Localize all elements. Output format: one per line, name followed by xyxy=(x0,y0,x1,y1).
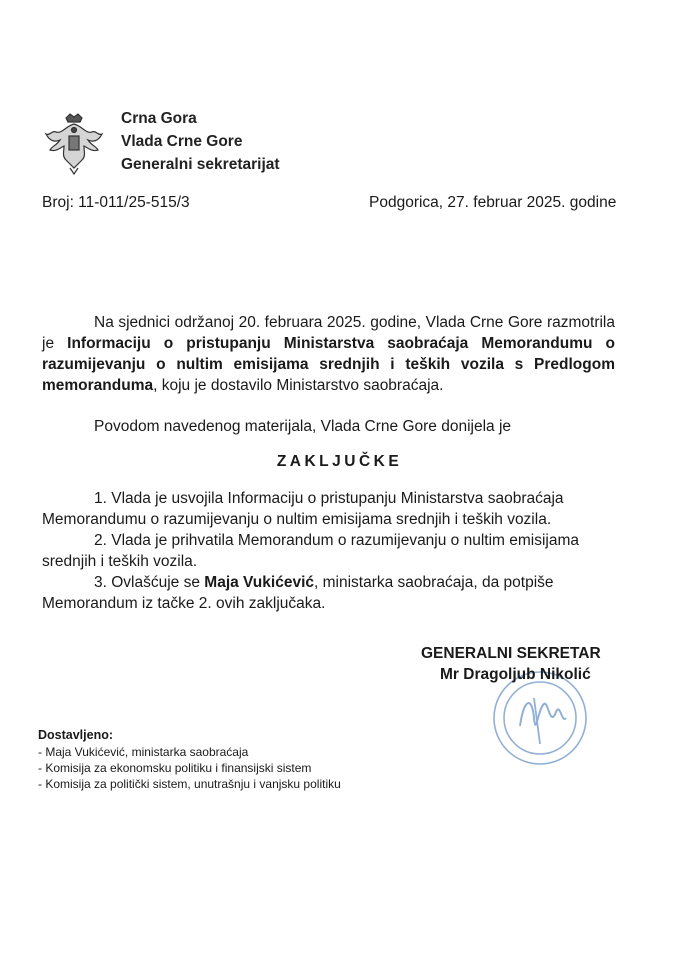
conclusion-item-2: 2. Vlada je prihvatila Memorandum o razumijevanju o nultim emisijama srednjih i teških vozila. xyxy=(42,532,580,570)
list-item: - Komisija za politički sistem, unutrašnju i vanjsku politiku xyxy=(38,777,341,791)
conclusions-heading: ZAKLJUČKE xyxy=(276,453,403,470)
list-item: - Komisija za ekonomsku politiku i finansijski sistem xyxy=(38,761,312,775)
intro-text-end: , koju je dostavilo Ministarstvo saobraćaja. xyxy=(153,377,444,394)
department-name: Generalni sekretarijat xyxy=(121,156,280,173)
country-name: Crna Gora xyxy=(121,110,197,127)
conclusion-3-end: , ministarka saobraćaja, da potpiše Memorandum iz tačke 2. ovih zaključaka. xyxy=(42,574,554,612)
intro-text-start: Na sjednici održanoj 20. februara 2025. godine, Vlada Crne Gore razmotrila je xyxy=(42,314,615,352)
list-item: - Maja Vukićević, ministarka saobraćaja xyxy=(38,745,249,759)
signatory-title: GENERALNI SEKRETAR xyxy=(421,645,601,662)
distribution-title: Dostavljeno: xyxy=(38,728,114,742)
conclusion-3-name: Maja Vukićević xyxy=(204,574,314,591)
intro-bold-title: Informaciju o pristupanju Ministarstva saobraćaja Memorandumu o razumijevanju o nultim emisijama srednjih i teških vozila s Predlogom memoranduma xyxy=(42,335,615,394)
intro-paragraph xyxy=(42,312,615,396)
coat-of-arms-icon xyxy=(44,112,104,176)
conclusion-item-1: 1. Vlada je usvojila Informaciju o pristupanju Ministarstva saobraćaja Memorandumu o razumijevanju o nultim emisijama srednjih i teških vozila. xyxy=(42,490,564,528)
government-name: Vlada Crne Gore xyxy=(121,133,243,150)
conclusion-3-start: 3. Ovlašćuje se xyxy=(94,574,205,591)
document-date: Podgorica, 27. februar 2025. godine xyxy=(369,194,617,211)
distribution-list xyxy=(38,744,341,792)
institution-header xyxy=(121,107,280,176)
reference-number: Broj: 11-011/25-515/3 xyxy=(42,194,190,211)
conclusion-item-3 xyxy=(42,572,615,614)
signatory-name: Mr Dragoljub Nikolić xyxy=(440,666,591,683)
decision-paragraph: Povodom navedenog materijala, Vlada Crne Gore donijela je xyxy=(94,418,512,435)
